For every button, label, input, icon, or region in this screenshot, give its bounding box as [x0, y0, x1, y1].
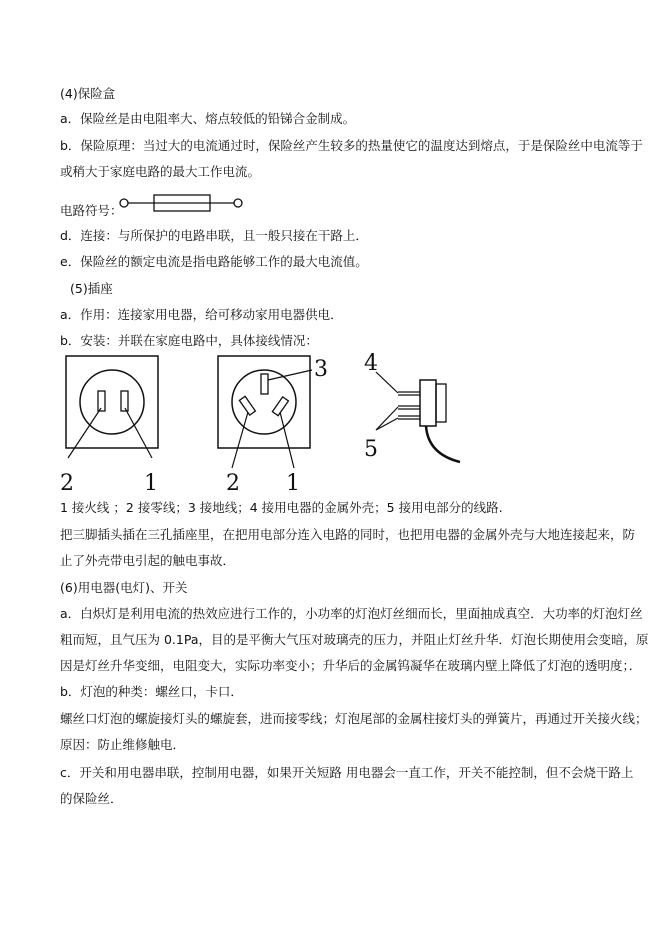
screw-bulb-text-1: 螺丝口灯泡的螺旋接灯头的螺旋套，进而接零线；灯泡尾部的金属柱接灯头的弹簧片，再通过开关接火线； [60, 711, 648, 726]
pin-label-4: 4 [364, 351, 378, 376]
figure-caption: 1 接火线 ；2 接零线；3 接地线；4 接用电器的金属外壳；5 接用电部分的线路. [60, 500, 503, 515]
socket-install-text: b．安装：并联在家庭电路中，具体接线情况： [60, 333, 318, 348]
bulb-text-2: 粗而短，且气压为 0.1Pa，目的是平衡大气压对玻璃壳的压力，并阻止灯丝升华．灯泡长期使用会变暗，原 [60, 632, 649, 647]
screw-bulb-text-2: 原因：防止维修触电． [60, 737, 186, 752]
socket-function-text: a．作用：连接家用电器，给可移动家用电器供电． [60, 307, 343, 322]
socket-wiring-figure [58, 350, 478, 498]
circuit-symbol-label: 电路符号： [60, 203, 123, 218]
bulb-text-1: a．白炽灯是利用电流的热效应进行工作的，小功率的灯泡灯丝细而长，里面抽成真空．大功率的灯泡灯丝 [60, 606, 643, 621]
pin-label-3: 3 [314, 357, 328, 382]
three-pin-text-2: 止了外壳带电引起的触电事故． [60, 553, 236, 568]
switch-text-2: 的保险丝． [60, 791, 123, 806]
fuse-principle-text-1: b．保险原理：当过大的电流通过时，保险丝产生较多的热量使它的温度达到熔点，于是保险丝中电流等于 [60, 138, 643, 153]
switch-text-1: c．开关和用电器串联，控制用电器，如果开关短路 用电器会一直工作，开关不能控制，但不会烧干路上 [60, 765, 634, 780]
pin-label-1-left: 1 [144, 471, 158, 496]
heading-fuse-box: (4)保险盒 [60, 86, 116, 101]
fuse-principle-text-2: 或稍大于家庭电路的最大工作电流。 [60, 164, 261, 179]
fuse-material-text: a．保险丝是由电阻率大、熔点较低的铅锑合金制成。 [60, 111, 356, 126]
heading-appliance-switch: (6)用电器(电灯)、开关 [60, 580, 188, 595]
pin-label-1-right: 1 [286, 471, 300, 496]
fuse-symbol-icon [118, 191, 248, 215]
bulb-types-text: b．灯泡的种类：螺丝口，卡口． [60, 684, 243, 699]
pin-label-2-right: 2 [226, 471, 240, 496]
three-pin-text-1: 把三脚插头插在三孔插座里，在把用电部分连入电路的同时，也把用电器的金属外壳与大地连接起来，防 [60, 527, 636, 542]
fuse-rated-current-text: e．保险丝的额定电流是指电路能够工作的最大电流值。 [60, 254, 368, 269]
fuse-connection-text: d．连接：与所保护的电路串联，且一般只接在干路上． [60, 228, 368, 243]
pin-label-5: 5 [364, 437, 378, 462]
heading-socket: (5)插座 [70, 281, 113, 296]
pin-label-2-left: 2 [60, 471, 74, 496]
bulb-text-3: 因是灯丝升华变细，电阻变大，实际功率变小；升华后的金属钨凝华在玻璃内壁上降低了灯泡的透明度；． [60, 658, 642, 673]
